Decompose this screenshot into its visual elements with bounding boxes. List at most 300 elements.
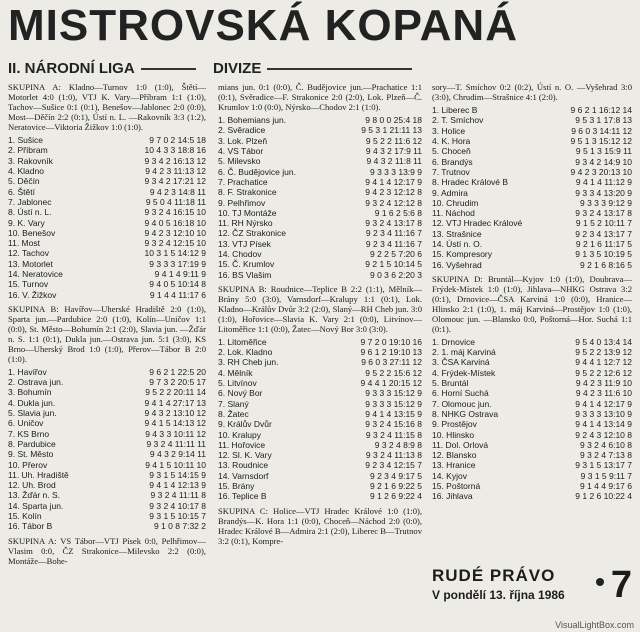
team-stats: 9 2 3 4 11:16 7 xyxy=(365,228,422,239)
team-name: 14. Varnsdorf xyxy=(218,470,269,481)
team-stats: 9 5 2 2 20:11 14 xyxy=(145,387,206,398)
team-stats: 9 3 2 4 12:12 8 xyxy=(365,197,422,208)
team-name: 6. Č. Budějovice jun. xyxy=(218,166,296,177)
team-name: 14. Ústí n. O. xyxy=(432,239,483,249)
watermark: VisualLightBox.com xyxy=(555,620,634,630)
team-stats: 9 3 1 5 9:11 7 xyxy=(580,470,632,481)
team-name: 4. Frýdek-Místek xyxy=(432,367,496,378)
team-stats: 9 4 3 2 17:9 11 xyxy=(365,146,422,157)
results-skupina-a: SKUPINA A: Kladno—Turnov 1:0 (1:0), Štětí—Motorlet 4:0 (1:0), VTJ K. Vary—Příbram 1:1 (1:0), Tachov—Sušice 0:1 (0:1), Benešov—Jablonec 2:0 (0:0), Most—Děčín 2:2 (0:1), Ústí n. L. —Rakovník 3:3 (1:2), Neratovice—Viktoria Žižkov 1:0 (1:0). xyxy=(8,82,206,132)
team-name: 7. Prachatice xyxy=(218,176,268,187)
page-number: 7 xyxy=(610,564,632,606)
headline: MISTROVSKÁ KOPANÁ xyxy=(8,1,518,50)
standings-row xyxy=(8,490,206,500)
standings-row xyxy=(432,115,632,125)
team-name: 3. RH Cheb jun. xyxy=(218,357,279,368)
standings-row xyxy=(8,228,206,238)
team-name: 15. Poštorná xyxy=(432,481,481,492)
standings-row xyxy=(8,367,206,377)
team-stats: 9 4 1 4 11:12 9 xyxy=(575,177,632,188)
team-stats: 9 5 1 3 15:9 11 xyxy=(575,146,632,157)
team-name: 1. Litoměřice xyxy=(218,336,267,347)
team-name: 13. Roudnice xyxy=(218,460,269,471)
standings-row xyxy=(8,418,206,428)
team-stats: 9 3 2 4 8:9 8 xyxy=(374,439,422,450)
results-divize-a-cont: mians jun. 0:1 (0:0), Č. Budějovice jun.—Prachatice 1:1 (0:1), Svěradice—F. Strakonice 2:0 (2:0), Lok. Plzeň—Č. Krumlov 1:0 (0:0), Nýrsko—Chodov 2:1 (1:0). xyxy=(218,82,422,112)
standings-row xyxy=(8,259,206,269)
team-stats: 9 4 2 3 12:12 8 xyxy=(365,187,422,198)
team-name: 8. Žatec xyxy=(218,408,249,419)
team-name: 3. Lok. Plzeň xyxy=(218,135,268,146)
team-name: 6. Horní Suchá xyxy=(432,388,489,399)
team-name: 10. Hlinsko xyxy=(432,429,475,440)
team-stats: 9 2 4 3 12:10 8 xyxy=(575,429,632,440)
standings-row xyxy=(432,368,632,378)
standings-divize-c xyxy=(432,105,632,270)
team-name: 15. Kolín xyxy=(8,511,42,522)
team-stats: 9 1 5 2 10:11 7 xyxy=(575,218,632,229)
team-stats: 9 2 3 4 13:17 7 xyxy=(575,228,632,239)
standings-row xyxy=(218,481,422,491)
team-name: 12. Sl. K. Vary xyxy=(218,450,272,461)
team-stats: 9 4 0 5 10:14 8 xyxy=(149,279,206,290)
team-stats: 9 6 1 2 19:10 13 xyxy=(360,347,422,358)
team-stats: 9 2 1 6 11:17 5 xyxy=(575,239,632,249)
team-name: 10. Přerov xyxy=(8,459,48,470)
standings-row xyxy=(432,471,632,481)
standings-row xyxy=(432,218,632,228)
team-stats: 9 4 1 4 12:17 9 xyxy=(365,176,422,187)
team-stats: 9 7 2 0 19:10 16 xyxy=(360,336,422,347)
standings-row xyxy=(8,176,206,186)
team-name: 2. 1. máj Karviná xyxy=(432,347,496,358)
standings-row xyxy=(218,269,422,279)
team-name: 3. Rakovník xyxy=(8,155,53,166)
team-stats: 9 2 1 5 10:14 5 xyxy=(365,259,422,270)
standings-row xyxy=(218,218,422,228)
team-stats: 9 5 4 0 13:4 14 xyxy=(575,336,632,347)
standings-row xyxy=(432,378,632,388)
team-name: 4. Dukla jun. xyxy=(8,397,56,408)
standings-row xyxy=(218,409,422,419)
section-rule xyxy=(141,68,196,70)
team-name: 7. Slaný xyxy=(218,398,249,409)
team-stats: 9 4 1 4 27:17 13 xyxy=(144,397,206,408)
team-name: 5. Milevsko xyxy=(218,156,261,167)
standings-row xyxy=(8,398,206,408)
team-stats: 9 4 1 4 12:17 9 xyxy=(575,398,632,409)
team-stats: 9 2 3 4 12:15 7 xyxy=(365,460,422,471)
team-name: 13. Žďár n. S. xyxy=(8,490,60,501)
results-divize-skupina-a: SKUPINA A: VS Tábor—VTJ Písek 0:0, Pelhřimov—Vlasim 0:0, ČZ Strakonice—Milevsko 2:2 (0:0), Montáže—Bohe- xyxy=(8,535,206,566)
results-skupina-b: SKUPINA B: Havířov—Uherské Hradiště 2:0 (1:0), Sparta jun.—Pardubice 2:0 (1:0), Kolín—Uničov 1:1 (0:0), St. Město—Bohumín 2:1 (2:0), Slavia jun. —Žďár n. S. 1:1 (0:1), Dukla jun.—Ostrava jun. 5:1 (3:0), KS Brno—Uherský Brod 1:0 (1:0), Přerov—Tábor B 2:0 (1:0). xyxy=(8,303,206,364)
team-name: 7. KS Brno xyxy=(8,428,50,439)
standings-row xyxy=(432,419,632,429)
team-name: 12. Blansko xyxy=(432,450,477,461)
team-stats: 9 3 4 2 14:9 10 xyxy=(575,156,632,167)
team-stats: 9 4 1 5 14:13 12 xyxy=(144,418,206,429)
team-stats: 9 1 2 6 10:22 4 xyxy=(575,491,632,502)
standings-row xyxy=(8,197,206,207)
column-1 xyxy=(8,82,206,569)
standings-divize-b xyxy=(218,337,422,502)
standings-row xyxy=(218,259,422,269)
team-name: 11. Hořovice xyxy=(218,439,266,450)
team-name: 12. Uh. Brod xyxy=(8,480,56,491)
results-divize-c: SKUPINA C: Holice—VTJ Hradec Králové 1:0 (1:0), Brandýs—K. Hora 1:1 (0:0), Choceň—Náchod 2:0 (0:0), Hradec Králové B—Admira 2:1 (2:0), Liberec B—Trutnov 3:2 (0:1), Kompre- xyxy=(218,505,422,546)
standings-row xyxy=(218,460,422,470)
team-stats: 9 3 1 5 14:15 9 xyxy=(149,469,206,480)
standings-row xyxy=(432,156,632,166)
standings-row xyxy=(218,491,422,501)
standings-row xyxy=(8,501,206,511)
team-stats: 9 3 2 4 13:17 8 xyxy=(365,218,422,229)
issue-date: V pondělí 13. října 1986 xyxy=(432,588,565,602)
team-name: 14. Kyjov xyxy=(432,470,467,481)
standings-row xyxy=(432,198,632,208)
team-name: 6. Nový Bor xyxy=(218,388,263,399)
standings-row xyxy=(218,357,422,367)
team-stats: 9 3 2 4 16:15 10 xyxy=(144,207,206,218)
standings-row xyxy=(432,491,632,501)
standings-row xyxy=(432,399,632,409)
standings-row xyxy=(8,480,206,490)
team-name: 8. Ústí n. L. xyxy=(8,207,52,218)
team-stats: 9 3 2 4 15:16 8 xyxy=(365,419,422,430)
team-stats: 9 4 2 3 12:10 10 xyxy=(144,227,206,238)
team-name: 4. Mělník xyxy=(218,367,253,378)
results-divize-d: SKUPINA D: Bruntál—Kyjov 1:0 (1:0), Doubrava—Frýdek-Místek 1:0 (1:0), Jihlava—NHKG Ostrava 3:2 (0:1), Drnovice—ČSA Karviná 1:0 (0:0), Hranice—Hlinsko 2:1 (1:0), 1. máj Karviná—Prostějov 1:0 (1:0), Olomouc jun. —Blansko 0:0, Poštorná—Hor. Suchá 1:1 (0:1). xyxy=(432,273,632,334)
team-stats: 9 3 3 3 15:12 9 xyxy=(365,398,422,409)
team-name: 14. Chodov xyxy=(218,249,262,259)
team-stats: 9 4 3 2 9:14 11 xyxy=(149,449,206,460)
standings-row xyxy=(8,156,206,166)
standings-row xyxy=(432,105,632,115)
team-name: 1. Liberec B xyxy=(432,105,478,116)
team-name: 3. ČSA Karviná xyxy=(432,357,490,368)
standings-row xyxy=(218,388,422,398)
standings-row xyxy=(432,259,632,269)
team-stats: 9 1 0 8 7:32 2 xyxy=(154,521,206,532)
team-stats: 9 4 3 2 13:10 12 xyxy=(144,408,206,419)
standings-row xyxy=(218,156,422,166)
standings-row xyxy=(432,460,632,470)
team-stats: 9 5 2 2 12:6 12 xyxy=(575,367,632,378)
team-name: 11. Uh. Hradiště xyxy=(8,469,69,480)
team-name: 9. Prostějov xyxy=(432,419,477,430)
team-name: 5. Děčín xyxy=(8,176,40,187)
team-stats: 9 4 2 3 11:9 10 xyxy=(575,378,632,389)
team-name: 14. Sparta jun. xyxy=(8,500,64,511)
standings-row xyxy=(432,429,632,439)
team-stats: 9 3 3 4 13:20 9 xyxy=(575,187,632,198)
team-stats: 9 3 4 2 16:13 12 xyxy=(144,155,206,166)
standings-row xyxy=(432,450,632,460)
team-stats: 9 5 0 4 11:18 11 xyxy=(145,196,206,207)
standings-row xyxy=(218,166,422,176)
team-stats: 9 2 3 4 11:16 7 xyxy=(365,238,422,249)
team-stats: 9 5 3 1 21:11 13 xyxy=(361,125,422,136)
team-name: 6. Uničov xyxy=(8,418,44,429)
team-stats: 9 3 2 4 11:13 8 xyxy=(365,450,422,461)
team-name: 5. Litvínov xyxy=(218,378,257,389)
standings-table-a xyxy=(8,135,206,300)
standings-row xyxy=(8,217,206,227)
team-name: 12. ČZ Strakonice xyxy=(218,228,287,239)
standings-row xyxy=(8,207,206,217)
team-stats: 9 3 3 3 9:12 9 xyxy=(580,197,632,208)
team-stats: 9 3 2 4 11:15 8 xyxy=(365,429,422,440)
team-name: 2. T. Smíchov xyxy=(432,115,484,126)
team-name: 4. Kladno xyxy=(8,166,44,177)
team-name: 2. Svěradice xyxy=(218,125,266,136)
team-stats: 9 4 2 3 20:13 10 xyxy=(570,166,632,177)
team-name: 2. Ostrava jun. xyxy=(8,377,64,388)
team-stats: 10 3 1 5 14:12 9 xyxy=(144,248,206,259)
team-stats: 9 6 2 1 22:5 20 xyxy=(149,366,206,377)
team-name: 13. VTJ Písek xyxy=(218,238,271,249)
team-stats: 9 2 3 4 9:17 5 xyxy=(370,470,422,481)
team-name: 4. K. Hora xyxy=(432,136,471,147)
team-stats: 9 5 3 1 17:8 13 xyxy=(575,115,632,126)
team-name: 9. St. Město xyxy=(8,449,54,460)
team-name: 6. Brandýs xyxy=(432,156,473,167)
footer xyxy=(432,564,632,606)
team-stats: 9 0 3 6 2:20 3 xyxy=(370,269,422,280)
team-name: 16. Vyšehrad xyxy=(432,259,482,270)
standings-row xyxy=(218,208,422,218)
standings-row xyxy=(8,459,206,469)
team-stats: 9 5 2 2 11:6 12 xyxy=(365,135,422,146)
standings-row xyxy=(8,186,206,196)
team-name: 9. Admira xyxy=(432,187,468,198)
team-stats: 9 5 2 2 15:6 12 xyxy=(365,367,422,378)
team-name: 6. Štětí xyxy=(8,186,35,197)
team-stats: 9 4 2 3 14:8 11 xyxy=(149,186,206,197)
column-2 xyxy=(218,82,422,549)
team-name: 12. VTJ Hradec Králové xyxy=(432,218,523,229)
standings-row xyxy=(432,187,632,197)
team-stats: 9 4 1 5 10:11 10 xyxy=(145,459,206,470)
newspaper-name: RUDÉ PRÁVO xyxy=(432,566,556,585)
standings-row xyxy=(218,177,422,187)
standings-row xyxy=(218,136,422,146)
team-name: 15. Brány xyxy=(218,481,255,492)
standings-row xyxy=(8,449,206,459)
team-name: 5. Bruntál xyxy=(432,378,469,389)
results-divize-b: SKUPINA B: Roudnice—Teplice B 2:2 (1:1), Mělník—Brány 5:0 (3:0), Varnsdorf—Kralupy 1:1 (0:1), Lok. Kladno—Králův Dvůr 3:2 (2:0), Slaný—RH Cheb jun. 3:0 (1:0), Hořovice—Slavia K. Vary 2:1 (0:0), Litvínov—Litoměřice 1:1 (0:0), Žatec—Nový Bor 3:0 (3:0). xyxy=(218,283,422,334)
standings-row xyxy=(218,471,422,481)
team-stats: 9 1 2 6 9:22 4 xyxy=(370,491,422,502)
team-name: 9. K. Vary xyxy=(8,217,45,228)
team-stats: 9 7 0 2 14:5 18 xyxy=(149,135,206,146)
team-stats: 9 4 4 1 12:7 12 xyxy=(575,357,632,368)
team-stats: 9 6 0 3 27:11 12 xyxy=(361,357,422,368)
team-name: 1. Drnovice xyxy=(432,336,475,347)
standings-row xyxy=(432,357,632,367)
team-name: 14. Neratovice xyxy=(8,269,63,279)
team-name: 5. Choceň xyxy=(432,146,471,157)
standings-row xyxy=(432,249,632,259)
standings-row xyxy=(218,146,422,156)
team-name: 13. Strašnice xyxy=(432,228,482,239)
standings-row xyxy=(8,429,206,439)
standings-row xyxy=(8,408,206,418)
team-name: 8. Hradec Králové B xyxy=(432,177,509,188)
team-name: 8. F. Strakonice xyxy=(218,187,277,198)
team-stats: 9 4 1 4 13:14 9 xyxy=(575,419,632,430)
team-name: 15. Turnov xyxy=(8,279,49,290)
standings-row xyxy=(218,399,422,409)
team-stats: 9 3 2 4 10:17 8 xyxy=(149,500,206,511)
team-stats: 9 3 3 3 13:9 9 xyxy=(370,166,422,177)
standings-divize-a xyxy=(218,115,422,280)
team-stats: 10 4 3 3 18:8 16 xyxy=(144,145,206,156)
team-stats: 9 4 3 3 10:11 12 xyxy=(145,428,206,439)
team-stats: 9 4 3 2 11:8 11 xyxy=(366,156,422,167)
standings-row xyxy=(432,208,632,218)
standings-row xyxy=(8,135,206,145)
team-stats: 9 2 1 6 8:16 5 xyxy=(580,259,632,270)
standings-row xyxy=(432,388,632,398)
team-name: 11. Náchod xyxy=(432,208,475,219)
team-name: 3. Bohumín xyxy=(8,387,52,398)
standings-row xyxy=(432,146,632,156)
team-stats: 9 2 1 6 9:22 5 xyxy=(370,481,422,492)
standings-row xyxy=(432,136,632,146)
team-stats: 9 1 6 2 5:6 8 xyxy=(374,207,422,218)
team-name: 11. Most xyxy=(8,238,40,249)
team-name: 16. Jihlava xyxy=(432,491,473,502)
section-title-right: DIVIZE xyxy=(213,60,412,77)
team-stats: 9 3 2 4 6:10 8 xyxy=(580,439,632,450)
team-name: 1. Sušice xyxy=(8,135,43,146)
team-name: 1. Bohemians jun. xyxy=(218,115,287,126)
team-stats: 9 3 1 5 13:17 7 xyxy=(575,460,632,471)
team-name: 8. NHKG Ostrava xyxy=(432,408,499,419)
standings-row xyxy=(8,439,206,449)
team-name: 13. Motorlet xyxy=(8,258,53,269)
team-stats: 9 7 3 2 20:5 17 xyxy=(149,377,206,388)
results-divize-c-cont: sory—T. Smíchov 0:2 (0:2), Ústí n. O. —Vyšehrad 3:0 (3:0), Chrudim—Strašnice 4:1 (2:0). xyxy=(432,82,632,102)
standings-row xyxy=(432,177,632,187)
team-name: 15. Kompresory xyxy=(432,249,492,260)
team-stats: 9 3 3 3 15:12 9 xyxy=(365,388,422,399)
team-stats: 9 3 2 4 11:11 11 xyxy=(146,438,206,449)
team-name: 12. Tachov xyxy=(8,248,49,259)
standings-row xyxy=(218,429,422,439)
team-stats: 9 3 1 5 10:15 7 xyxy=(149,511,206,522)
team-stats: 9 1 4 4 11:17 6 xyxy=(149,289,206,300)
team-name: 2. Příbram xyxy=(8,145,48,156)
standings-row xyxy=(218,228,422,238)
standings-row xyxy=(218,115,422,125)
column-3 xyxy=(432,82,632,506)
team-stats: 9 5 2 2 13:9 12 xyxy=(575,347,632,358)
team-name: 7. Trutnov xyxy=(432,166,470,177)
standings-row xyxy=(8,248,206,258)
team-stats: 9 3 3 3 17:19 9 xyxy=(149,258,206,269)
standings-row xyxy=(432,440,632,450)
team-name: 7. Jablonec xyxy=(8,196,52,207)
team-name: 16. V. Žižkov xyxy=(8,289,57,300)
standings-table-b xyxy=(8,367,206,532)
standings-row xyxy=(8,166,206,176)
team-stats: 9 3 3 3 13:10 9 xyxy=(575,408,632,419)
standings-row xyxy=(8,238,206,248)
standings-row xyxy=(218,450,422,460)
standings-row xyxy=(8,511,206,521)
standings-row xyxy=(432,167,632,177)
team-name: 16. Tábor B xyxy=(8,521,53,532)
team-name: 5. Slavia jun. xyxy=(8,408,57,419)
team-stats: 9 6 0 3 14:11 12 xyxy=(571,125,632,136)
standings-row xyxy=(8,470,206,480)
standings-row xyxy=(432,229,632,239)
standings-row xyxy=(218,440,422,450)
team-stats: 9 4 0 5 16:18 10 xyxy=(144,217,206,228)
standings-row xyxy=(432,409,632,419)
standings-row xyxy=(8,269,206,279)
team-name: 13. Hranice xyxy=(432,460,476,471)
team-name: 15. Č. Krumlov xyxy=(218,259,275,270)
standings-row xyxy=(432,347,632,357)
team-name: 3. Holice xyxy=(432,125,466,136)
team-stats: 9 4 1 4 13:15 9 xyxy=(365,408,422,419)
standings-row xyxy=(8,377,206,387)
team-name: 11. Dol. Orlová xyxy=(432,439,489,450)
section-title-left: II. NÁRODNÍ LIGA xyxy=(8,60,196,77)
standings-row xyxy=(432,126,632,136)
team-stats: 9 3 2 4 12:15 10 xyxy=(144,238,206,249)
team-stats: 9 6 2 1 16:12 14 xyxy=(570,105,632,116)
standings-row xyxy=(218,368,422,378)
team-name: 2. Lok. Kladno xyxy=(218,347,273,358)
team-stats: 9 4 2 3 11:6 10 xyxy=(575,388,632,399)
standings-divize-d xyxy=(432,337,632,502)
team-name: 8. Pardubice xyxy=(8,438,56,449)
team-name: 11. RH Nýrsko xyxy=(218,218,273,229)
standings-row xyxy=(218,187,422,197)
team-stats: 9 1 3 5 10:19 5 xyxy=(575,249,632,260)
standings-row xyxy=(8,279,206,289)
team-name: 9. Králův Dvůr xyxy=(218,419,272,430)
team-stats: 9 3 2 4 7:13 8 xyxy=(580,450,632,461)
team-stats: 9 4 1 4 9:11 9 xyxy=(154,269,206,279)
team-stats: 9 4 2 3 11:13 12 xyxy=(145,166,206,177)
standings-row xyxy=(218,249,422,259)
team-stats: 9 3 4 2 17:21 12 xyxy=(144,176,206,187)
team-name: 1. Havířov xyxy=(8,366,47,377)
standings-row xyxy=(218,378,422,388)
team-stats: 9 3 2 4 13:17 8 xyxy=(575,208,632,219)
team-stats: 9 8 0 0 25:4 18 xyxy=(365,115,422,126)
standings-row xyxy=(218,239,422,249)
team-name: 16. BS Vlašim xyxy=(218,269,272,280)
team-stats: 9 4 4 1 20:15 12 xyxy=(360,378,422,389)
team-stats: 9 4 1 4 12:13 9 xyxy=(149,480,206,491)
team-name: 4. VS Tábor xyxy=(218,146,264,157)
team-name: 10. Benešov xyxy=(8,227,56,238)
standings-row xyxy=(218,419,422,429)
team-name: 7. Olomouc jun. xyxy=(432,398,492,409)
standings-row xyxy=(432,337,632,347)
team-name: 10. Kralupy xyxy=(218,429,261,440)
standings-row xyxy=(218,197,422,207)
standings-row xyxy=(8,289,206,299)
standings-row xyxy=(432,239,632,249)
standings-row xyxy=(432,481,632,491)
